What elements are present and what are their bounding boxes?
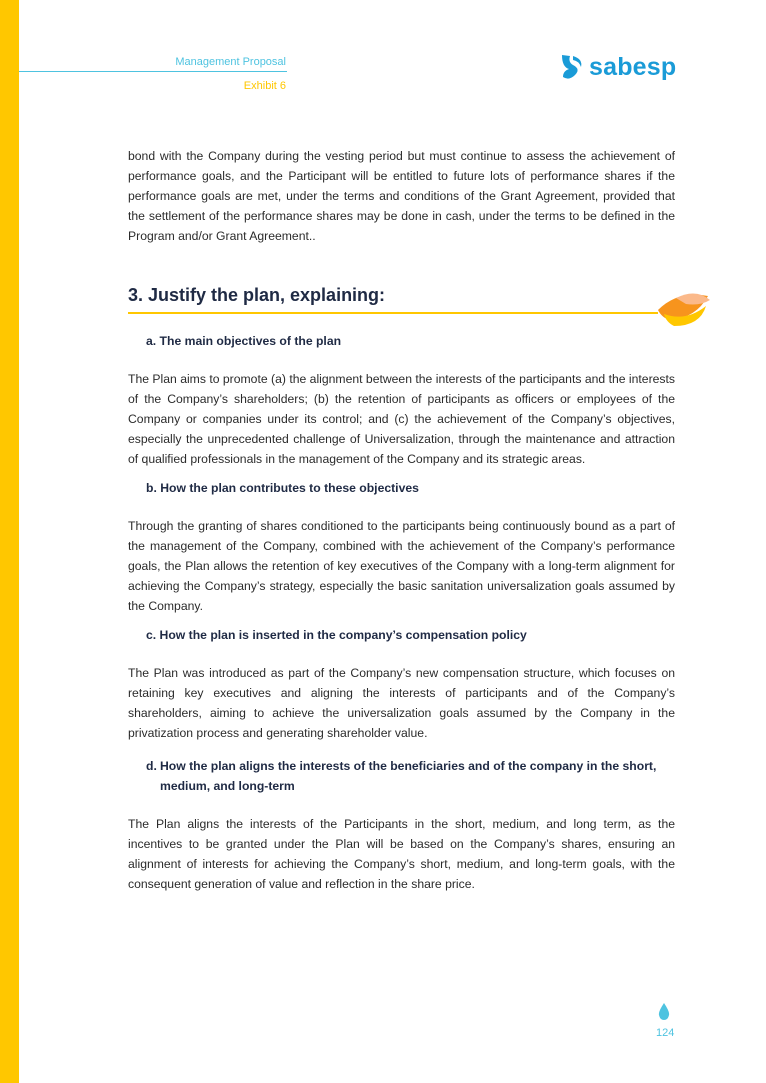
subsection-d-title <box>146 756 675 796</box>
header-title: Management Proposal <box>175 56 286 68</box>
subsection-b-title: b. How the plan contributes to these objectives <box>146 481 419 495</box>
logo-wordmark: sabesp <box>589 52 677 81</box>
header-divider <box>19 71 287 72</box>
subsection-a-title: a. The main objectives of the plan <box>146 334 342 348</box>
section-heading-rule <box>128 312 658 314</box>
header-exhibit: Exhibit 6 <box>243 80 286 92</box>
subsection-b <box>128 478 675 616</box>
leaf-decoration-icon <box>656 292 712 328</box>
sabesp-logo-icon <box>559 53 585 81</box>
water-drop-icon <box>658 1003 670 1021</box>
subsection-d-title-text: How the plan aligns the interests of the beneficiaries and of the company in the short, medium, and long-term <box>160 759 657 793</box>
page-number: 124 <box>656 1027 675 1039</box>
sabesp-logo <box>559 52 676 82</box>
subsection-b-text: Through the granting of shares conditioned to the participants being continuously bound as a part of the management of the Company, combined with the achievement of the Company’s performance goals, the Plan allows the retention of key executives of the Company with a long-term alignment for achieving the Company’s strategy, especially the basic sanitation universalization goals assumed by the Company. <box>128 519 675 613</box>
subsection-a-text: The Plan aims to promote (a) the alignment between the interests of the participants and the interests of the Company’s shareholders; (b) the retention of participants as officers or employees of the Company or companies under its control; and (c) the achievement of the Company’s objectives, especially the unprecedented challenge of Universalization, through the maintenance and attraction of qualified professionals in the management of the Company and its strategic areas. <box>128 372 675 466</box>
intro-block <box>128 146 675 246</box>
subsection-a <box>128 331 675 469</box>
subsection-d-text: The Plan aligns the interests of the Participants in the short, medium, and long term, as the incentives to be granted under the Plan will be based on the Company’s shares, ensuring an alignment of interests for achieving the Company’s short, medium, and long-term goals, with the consequent generation of value and reflection in the share price. <box>128 817 675 891</box>
side-accent-bar <box>0 0 19 1083</box>
subsection-c-title: c. How the plan is inserted in the company’s compensation policy <box>146 628 527 642</box>
subsection-d <box>128 756 675 894</box>
subsection-d-letter: d. <box>146 759 157 773</box>
section-heading: 3. Justify the plan, explaining: <box>128 285 386 305</box>
intro-paragraph: bond with the Company during the vesting period but must continue to assess the achievement of performance goals, and the Participant will be entitled to future lots of performance shares if the performance goals are met, under the terms and conditions of the Grant Agreement, provided that the settlement of the performance shares may be done in cash, under the terms to be defined in the Program and/or Grant Agreement.. <box>128 149 675 243</box>
subsection-c-text: The Plan was introduced as part of the Company’s new compensation structure, which focuses on retaining key executives and aligning the interests of participants and of the Company’s shareholders, aiming to achieve the universalization goals assumed by the Company in the privatization process and generating shareholder value. <box>128 666 675 740</box>
subsection-c <box>128 625 675 743</box>
